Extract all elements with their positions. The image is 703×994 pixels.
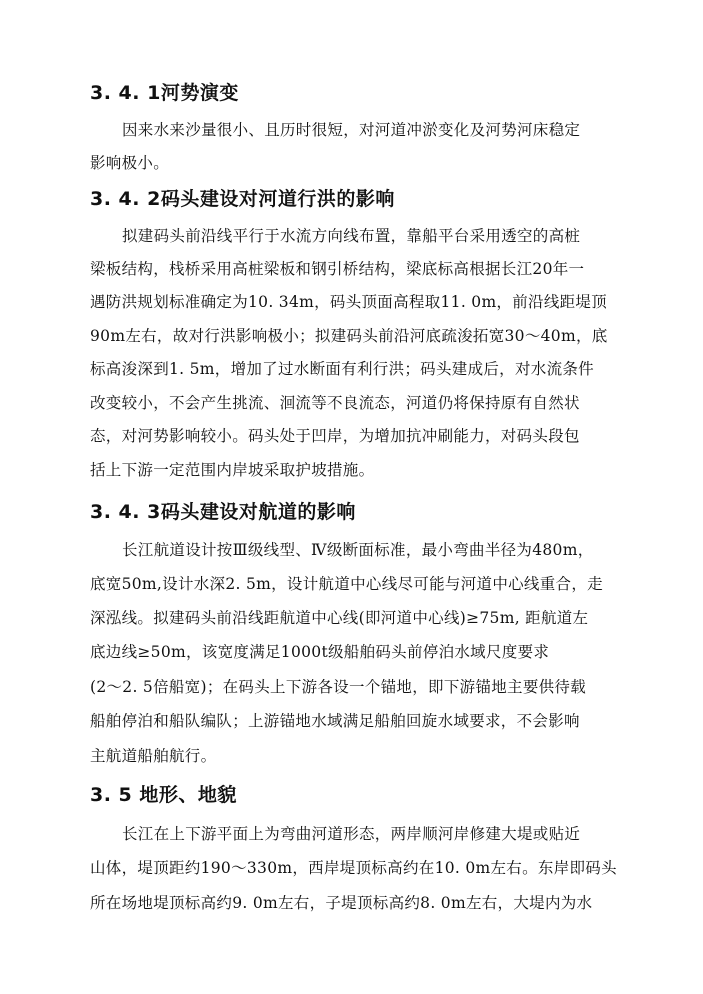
paragraph-line: 底边线≥50m，该宽度满足1000t级船舶码头前停泊水域尺度要求 <box>90 643 550 661</box>
paragraph-line: 所在场地堤顶标高约9. 0m左右，子堤顶标高约8. 0m左右，大堤内为水 <box>90 894 593 912</box>
paragraph-line: 90m左右，故对行洪影响极小；拟建码头前沿河底疏浚拓宽30～40m，底 <box>90 327 608 345</box>
paragraph-line: 底宽50m,设计水深2. 5m，设计航道中心线尽可能与河道中心线重合，走 <box>90 575 603 593</box>
paragraph-line: 因来水来沙量很小、且历时很短，对河道冲淤变化及河势河床稳定 <box>122 121 581 139</box>
paragraph-line: 标高浚深到1. 5m，增加了过水断面有利行洪；码头建成后，对水流条件 <box>90 360 594 378</box>
paragraph-line: 主航道船舶航行。 <box>90 747 217 765</box>
paragraph-line: 长江航道设计按Ⅲ级线型、Ⅳ级断面标准，最小弯曲半径为480m， <box>122 541 594 559</box>
section-heading-3-4-2: 3. 4. 2码头建设对河道行洪的影响 <box>90 188 395 210</box>
paragraph-line: 梁板结构，栈桥采用高桩梁板和钢引桥结构，梁底标高根据长江20年一 <box>90 260 585 278</box>
paragraph-line: 影响极小。 <box>90 154 170 172</box>
paragraph-line: 深泓线。拟建码头前沿线距航道中心线(即河道中心线)≥75m, 距航道左 <box>90 609 589 627</box>
paragraph-line: 长江在上下游平面上为弯曲河道形态，两岸顺河岸修建大堤或贴近 <box>122 825 581 843</box>
paragraph-line: 船舶停泊和船队编队；上游锚地水域满足船舶回旋水域要求，不会影响 <box>90 712 580 730</box>
section-heading-3-4-3: 3. 4. 3码头建设对航道的影响 <box>90 501 356 523</box>
paragraph-line: 态，对河势影响较小。码头处于凹岸，为增加抗冲刷能力，对码头段包 <box>90 427 580 445</box>
paragraph-line: 括上下游一定范围内岸坡采取护坡措施。 <box>90 461 375 479</box>
paragraph-line: 山体，堤顶距约190～330m，西岸堤顶标高约在10. 0m左右。东岸即码头 <box>90 859 617 877</box>
section-heading-3-4-1: 3. 4. 1河势演变 <box>90 82 239 104</box>
paragraph-line: (2～2. 5倍船宽)；在码头上下游各设一个锚地，即下游锚地主要供待载 <box>90 678 587 696</box>
section-heading-3-5: 3. 5 地形、地貌 <box>90 784 237 806</box>
paragraph-line: 拟建码头前沿线平行于水流方向线布置，靠船平台采用透空的高桩 <box>122 227 581 245</box>
paragraph-line: 遇防洪规划标准确定为10. 34m，码头顶面高程取11. 0m，前沿线距堤顶 <box>90 293 608 311</box>
paragraph-line: 改变较小，不会产生挑流、洄流等不良流态，河道仍将保持原有自然状 <box>90 394 580 412</box>
